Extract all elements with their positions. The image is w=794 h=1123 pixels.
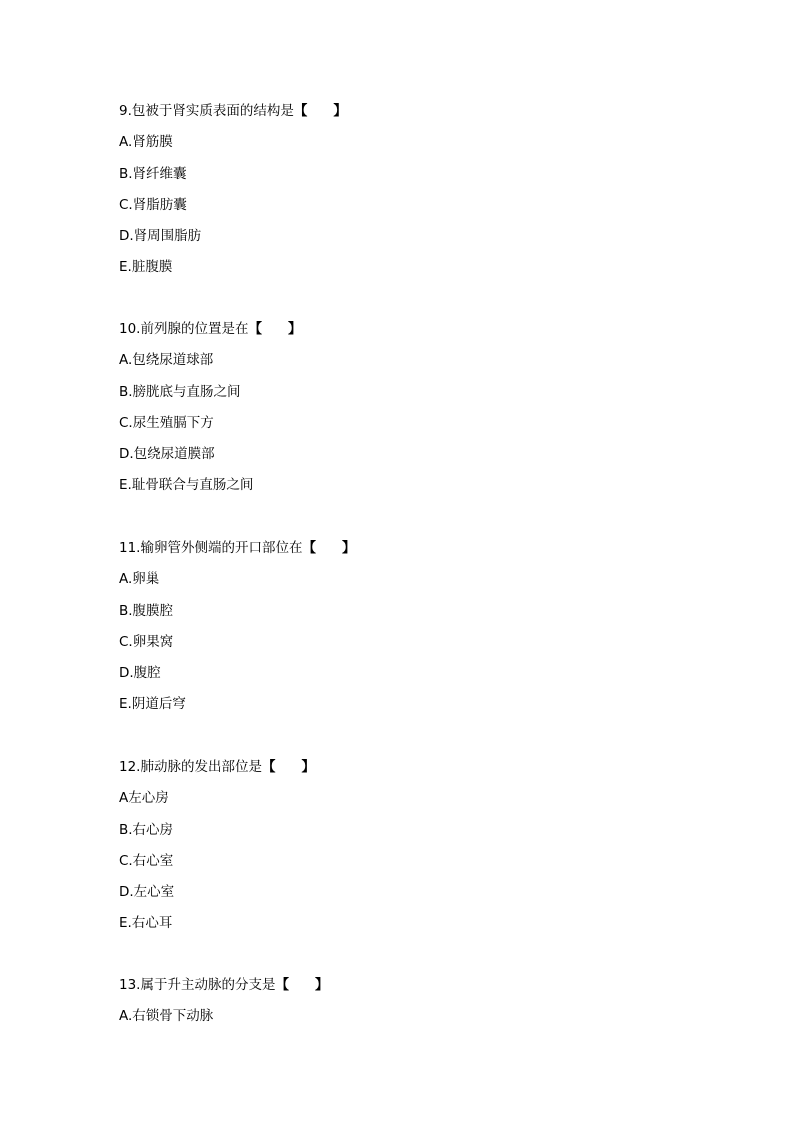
- question-12: [119, 752, 739, 940]
- option-a: A.包绕尿道球部: [119, 352, 214, 369]
- option-e: E.右心耳: [119, 915, 173, 932]
- question-stem: [119, 314, 739, 345]
- option-a: A.卵巢: [119, 571, 160, 588]
- question-stem: [119, 752, 739, 783]
- option-c: C.右心室: [119, 852, 174, 869]
- answer-bracket-close: 】: [301, 759, 315, 775]
- option-a: A.右锁骨下动脉: [119, 1008, 214, 1025]
- question-9: [119, 96, 739, 284]
- option-d: D.肾周围脂肪: [119, 228, 202, 245]
- option-c: C.尿生殖膈下方: [119, 414, 214, 431]
- option-b: B.膀胱底与直肠之间: [119, 383, 241, 400]
- option-b: B.右心房: [119, 821, 174, 838]
- option-b: B.肾纤维囊: [119, 165, 187, 182]
- option-d: D.包绕尿道膜部: [119, 446, 215, 463]
- answer-bracket-close: 】: [341, 540, 356, 556]
- answer-bracket-open: 【: [275, 977, 289, 993]
- option-c: C.卵果窝: [119, 633, 174, 650]
- option-b: B.腹膜腔: [119, 602, 174, 619]
- answer-bracket-close: 】: [333, 103, 347, 119]
- option-a: A左心房: [119, 790, 169, 807]
- option-a: A.肾筋膜: [119, 134, 173, 151]
- option-c: C.肾脂肪囊: [119, 196, 187, 213]
- option-d: D.腹腔: [119, 665, 161, 682]
- question-text: 10.前列腺的位置是在: [119, 321, 249, 337]
- answer-bracket-open: 【: [261, 759, 276, 775]
- question-10: [119, 314, 739, 502]
- answer-bracket-open: 【: [248, 321, 262, 337]
- question-11: [119, 533, 739, 721]
- answer-bracket-open: 【: [293, 103, 308, 119]
- answer-bracket-close: 】: [314, 977, 329, 993]
- answer-bracket-close: 】: [287, 321, 302, 337]
- option-e: E.耻骨联合与直肠之间: [119, 477, 254, 494]
- question-13: [119, 970, 739, 1033]
- question-stem: [119, 96, 739, 127]
- question-text: 9.包被于肾实质表面的结构是: [119, 103, 294, 119]
- question-stem: [119, 533, 739, 564]
- option-d: D.左心室: [119, 884, 175, 901]
- option-e: E.阴道后穹: [119, 696, 186, 713]
- question-stem: [119, 970, 739, 1001]
- question-text: 12.肺动脉的发出部位是: [119, 759, 262, 775]
- option-e: E.脏腹膜: [119, 259, 173, 276]
- question-text: 11.输卵管外侧端的开口部位在: [119, 540, 303, 556]
- question-text: 13.属于升主动脉的分支是: [119, 977, 276, 993]
- answer-bracket-open: 【: [302, 540, 316, 556]
